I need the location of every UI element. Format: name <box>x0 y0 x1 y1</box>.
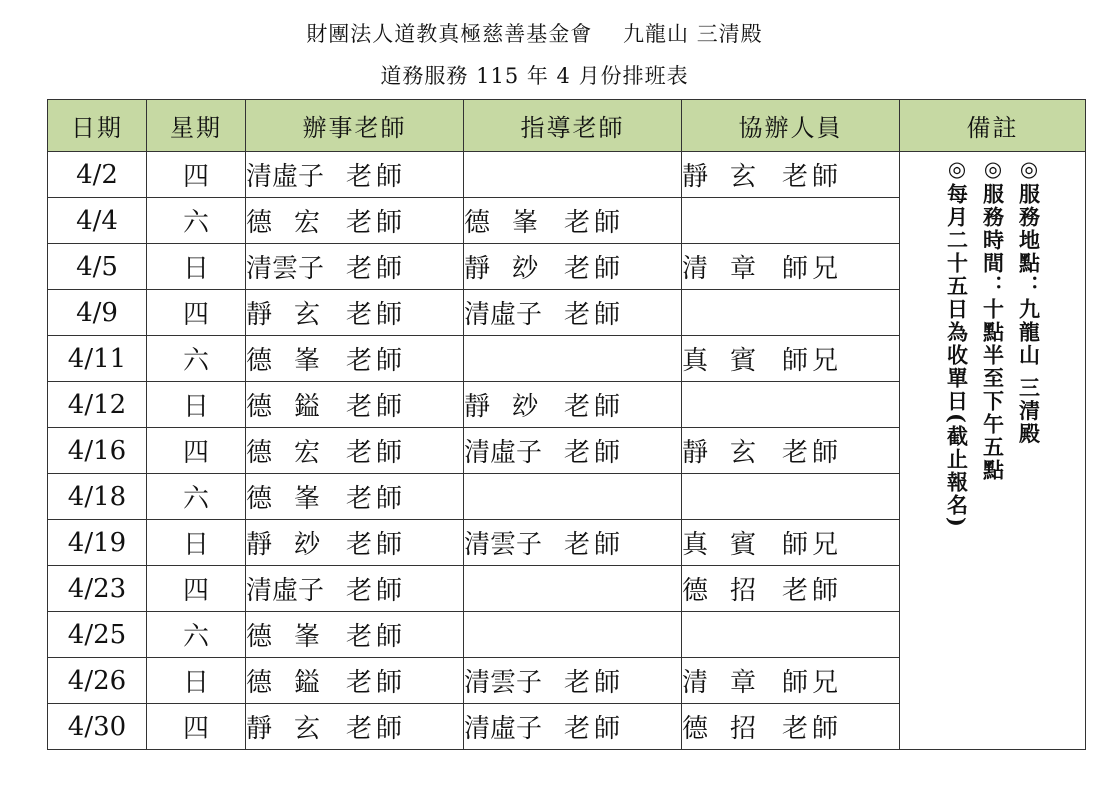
person-role: 老師 <box>346 438 407 468</box>
handler-cell <box>246 428 464 474</box>
handler-cell <box>246 244 464 290</box>
assistant-cell <box>682 566 900 612</box>
person-role: 老師 <box>346 668 407 698</box>
handler-cell <box>246 612 464 658</box>
person-role: 師兄 <box>782 254 843 284</box>
person-name: 德峯 <box>246 484 343 514</box>
guide-cell <box>464 612 682 658</box>
person-name: 德鎰 <box>246 668 343 698</box>
date-cell: 4/23 <box>48 566 147 612</box>
person-name: 清雲子 <box>246 254 325 284</box>
person-name: 德鎰 <box>246 392 343 422</box>
person-role: 老師 <box>564 438 625 468</box>
page-subtitle: 道務服務 115 年 4 月份排班表 <box>380 64 689 88</box>
date-cell: 4/19 <box>48 520 147 566</box>
assistant-cell <box>682 244 900 290</box>
weekday-cell: 四 <box>147 704 246 750</box>
person-role: 老師 <box>346 484 407 514</box>
person-role: 師兄 <box>782 530 843 560</box>
date-cell: 4/16 <box>48 428 147 474</box>
person-name: 清雲子 <box>464 668 543 698</box>
person-name: 德峯 <box>246 622 343 652</box>
weekday-cell: 四 <box>147 290 246 336</box>
date-cell: 4/9 <box>48 290 147 336</box>
person-role: 師兄 <box>782 346 843 376</box>
person-role: 老師 <box>346 622 407 652</box>
assistant-cell <box>682 198 900 244</box>
handler-cell <box>246 198 464 244</box>
assistant-cell <box>682 474 900 520</box>
person-name: 清虛子 <box>246 162 325 192</box>
handler-cell <box>246 336 464 382</box>
column-header-guide: 指導老師 <box>464 100 682 152</box>
person-name: 靜玅 <box>246 530 343 560</box>
person-name: 真賓 <box>682 530 779 560</box>
weekday-cell: 六 <box>147 612 246 658</box>
person-role: 老師 <box>564 300 625 330</box>
weekday-cell: 日 <box>147 520 246 566</box>
assistant-cell <box>682 428 900 474</box>
person-role: 老師 <box>346 576 407 606</box>
handler-cell <box>246 520 464 566</box>
assistant-cell <box>682 704 900 750</box>
column-header-notes: 備註 <box>900 100 1086 152</box>
person-role: 老師 <box>346 392 407 422</box>
date-cell: 4/30 <box>48 704 147 750</box>
person-name: 靜玄 <box>682 162 779 192</box>
handler-cell <box>246 566 464 612</box>
handler-cell <box>246 382 464 428</box>
person-role: 老師 <box>564 208 625 238</box>
person-role: 老師 <box>782 162 843 192</box>
guide-cell <box>464 704 682 750</box>
person-name: 靜玄 <box>682 438 779 468</box>
weekday-cell: 四 <box>147 428 246 474</box>
guide-cell <box>464 474 682 520</box>
guide-cell <box>464 290 682 336</box>
person-role: 老師 <box>346 208 407 238</box>
person-name: 靜玅 <box>464 254 561 284</box>
date-cell: 4/5 <box>48 244 147 290</box>
weekday-cell: 四 <box>147 152 246 198</box>
person-role: 老師 <box>564 714 625 744</box>
note-line: ◎每月二十五日為收單日(截止報名) <box>944 156 970 529</box>
notes-column <box>900 152 1085 529</box>
date-cell: 4/11 <box>48 336 147 382</box>
assistant-cell <box>682 382 900 428</box>
page-title: 財團法人道教真極慈善基金會 九龍山 三清殿 <box>306 22 763 46</box>
date-cell: 4/25 <box>48 612 147 658</box>
person-name: 德宏 <box>246 208 343 238</box>
notes-cell <box>900 152 1086 750</box>
guide-cell <box>464 428 682 474</box>
date-cell: 4/26 <box>48 658 147 704</box>
person-name: 德宏 <box>246 438 343 468</box>
date-cell: 4/4 <box>48 198 147 244</box>
person-name: 清虛子 <box>246 576 325 606</box>
date-cell: 4/2 <box>48 152 147 198</box>
assistant-cell <box>682 152 900 198</box>
guide-cell <box>464 152 682 198</box>
table-row <box>48 152 1086 198</box>
guide-cell <box>464 336 682 382</box>
person-role: 師兄 <box>782 668 843 698</box>
weekday-cell: 日 <box>147 382 246 428</box>
person-name: 清雲子 <box>464 530 543 560</box>
person-name: 真賓 <box>682 346 779 376</box>
weekday-cell: 日 <box>147 658 246 704</box>
assistant-cell <box>682 520 900 566</box>
note-line: ◎服務時間：十點半至下午五點 <box>980 156 1006 482</box>
note-line: ◎服務地點：九龍山 三清殿 <box>1016 156 1042 446</box>
assistant-cell <box>682 612 900 658</box>
schedule-table <box>47 99 1086 750</box>
person-name: 靜玄 <box>246 714 343 744</box>
person-name: 清章 <box>682 668 779 698</box>
column-header-handler: 辦事老師 <box>246 100 464 152</box>
assistant-cell <box>682 658 900 704</box>
person-name: 靜玄 <box>246 300 343 330</box>
person-role: 老師 <box>346 346 407 376</box>
person-name: 清虛子 <box>464 438 543 468</box>
handler-cell <box>246 474 464 520</box>
person-role: 老師 <box>346 530 407 560</box>
person-name: 德峯 <box>246 346 343 376</box>
weekday-cell: 六 <box>147 474 246 520</box>
person-name: 清虛子 <box>464 714 543 744</box>
column-header-date: 日期 <box>48 100 147 152</box>
handler-cell <box>246 290 464 336</box>
person-name: 德招 <box>682 714 779 744</box>
person-role: 老師 <box>346 300 407 330</box>
person-role: 老師 <box>782 576 843 606</box>
handler-cell <box>246 152 464 198</box>
date-cell: 4/18 <box>48 474 147 520</box>
assistant-cell <box>682 290 900 336</box>
guide-cell <box>464 520 682 566</box>
guide-cell <box>464 658 682 704</box>
guide-cell <box>464 198 682 244</box>
date-cell: 4/12 <box>48 382 147 428</box>
assistant-cell <box>682 336 900 382</box>
person-role: 老師 <box>346 254 407 284</box>
handler-cell <box>246 658 464 704</box>
column-header-weekday: 星期 <box>147 100 246 152</box>
person-role: 老師 <box>782 438 843 468</box>
person-role: 老師 <box>564 254 625 284</box>
guide-cell <box>464 382 682 428</box>
person-role: 老師 <box>782 714 843 744</box>
person-name: 清虛子 <box>464 300 543 330</box>
weekday-cell: 六 <box>147 336 246 382</box>
person-name: 德招 <box>682 576 779 606</box>
person-role: 老師 <box>346 162 407 192</box>
weekday-cell: 日 <box>147 244 246 290</box>
person-role: 老師 <box>564 668 625 698</box>
person-name: 清章 <box>682 254 779 284</box>
guide-cell <box>464 566 682 612</box>
header-row <box>48 100 1086 152</box>
weekday-cell: 四 <box>147 566 246 612</box>
schedule-body <box>48 152 1086 750</box>
person-role: 老師 <box>564 530 625 560</box>
person-name: 靜玅 <box>464 392 561 422</box>
weekday-cell: 六 <box>147 198 246 244</box>
handler-cell <box>246 704 464 750</box>
person-name: 德峯 <box>464 208 561 238</box>
person-role: 老師 <box>564 392 625 422</box>
guide-cell <box>464 244 682 290</box>
person-role: 老師 <box>346 714 407 744</box>
column-header-assistant: 協辦人員 <box>682 100 900 152</box>
